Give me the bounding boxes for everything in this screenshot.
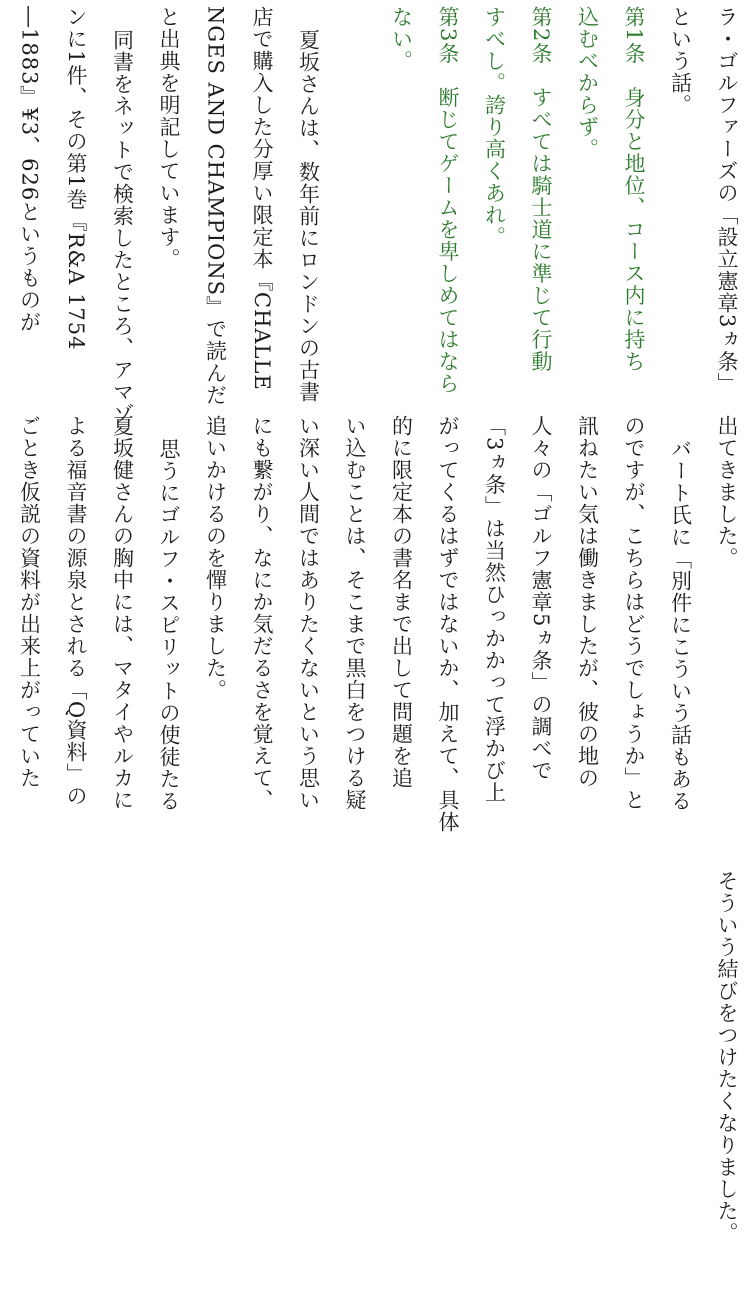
text-line: 訊ねたい気は働きましたが、彼の地の: [575, 415, 600, 789]
text-band-bottom: [704, 870, 750, 1290]
text-line: のですが、こちらはどうでしょうか」と: [622, 415, 646, 811]
text-line: い深い人間ではありたくないという思い: [296, 415, 321, 811]
text-line: ンに1件、その第1巻『R&A 1754: [64, 6, 88, 351]
text-line: 込むべからず。: [575, 6, 600, 160]
blank-line: [332, 6, 379, 406]
text-line: 同書をネットで検索したところ、アマゾ: [110, 29, 135, 426]
text-line: 的に限定本の書名まで出して問題を追: [389, 415, 414, 789]
text-line: い込むことは、そこまで黒白をつける疑: [343, 415, 367, 811]
text-line: ラ・ゴルファーズの「設立憲章3ヵ条」: [715, 6, 739, 395]
text-line: 出てきました。: [715, 415, 739, 569]
text-line: NGES AND CHAMPIONS』で読んだ: [203, 6, 228, 407]
text-line: 店で購入した分厚い限定本『CHALLE: [250, 6, 274, 391]
text-line: ごとき仮説の資料が出来上がっていた: [17, 415, 42, 789]
text-band-middle: [0, 415, 750, 855]
text-line: [0, 415, 6, 855]
text-line: と出典を明記しています。: [157, 6, 181, 270]
text-line: ―1883』¥3、626というものが: [17, 6, 42, 334]
text-line: 人々の「ゴルフ憲章5ヵ条」の調べで: [529, 415, 553, 782]
text-line: 夏坂健さんの胸中には、マタイやルカに: [110, 415, 135, 811]
text-line: という話。: [668, 6, 693, 116]
text-line: そういう結びをつけたくなりました。: [715, 870, 739, 1244]
text-line: よる福音書の源泉とされる「Q資料」の: [64, 415, 88, 808]
text-line: がってくるはずではないか、加えて、具体: [436, 415, 460, 833]
text-line: 夏坂さんは、数年前にロンドンの古書: [296, 29, 321, 404]
text-line: 第3条 断じてゲームを卑しめてはなら: [436, 6, 460, 395]
text-line: すべし。誇り高くあれ。: [482, 6, 507, 248]
text-band-top: [6, 0, 750, 426]
text-line: 第2条 すべては騎士道に準じて行動: [529, 6, 553, 373]
text-line: 思うにゴルフ・スピリットの使徒たる: [157, 438, 181, 813]
text-line: 追いかけるのを憚りました。: [203, 415, 228, 701]
text-line: 「3ヵ条」は当然ひっかかって浮かび上: [482, 415, 507, 804]
text-line: 第1条 身分と地位、コース内に持ち: [622, 6, 646, 373]
text-line: ない。: [389, 6, 414, 72]
text-line: にも繋がり、なにか気だるさを覚えて、: [250, 415, 274, 811]
text-line: バート氏に「別件にこういう話もある: [668, 438, 693, 813]
